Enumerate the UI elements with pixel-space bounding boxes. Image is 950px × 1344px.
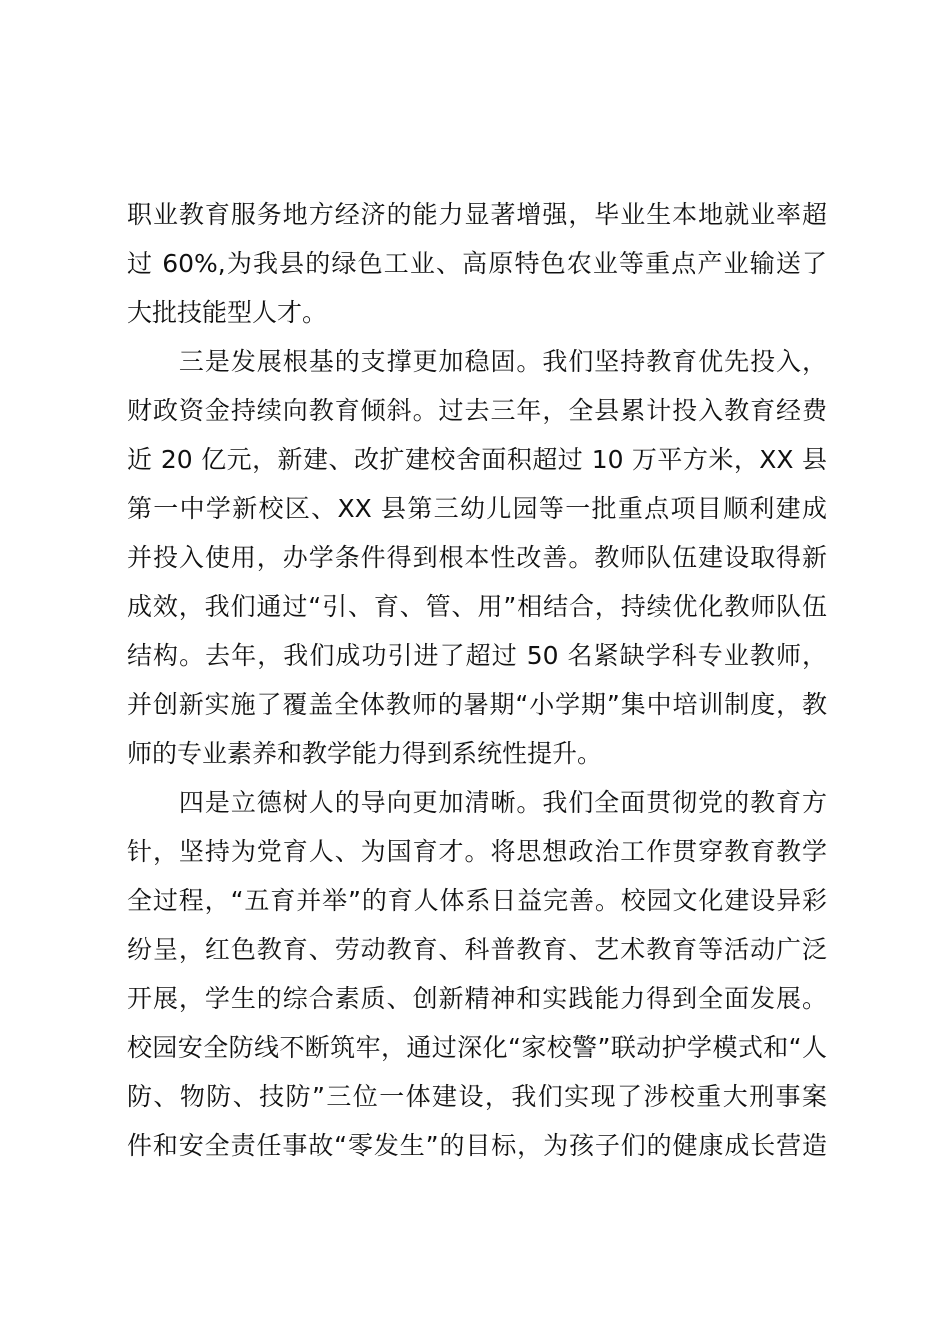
text-line: 全过程，“五育并举”的育人体系日益完善。校园文化建设异彩 [127,886,827,915]
text-line: 校园安全防线不断筑牢，通过深化“家校警”联动护学模式和“人 [127,1033,827,1062]
text-line: 纷呈，红色教育、劳动教育、科普教育、艺术教育等活动广泛 [127,935,827,964]
text-line: 成效，我们通过“引、育、管、用”相结合，持续优化教师队伍 [127,592,827,621]
text-line: 第一中学新校区、XX 县第三幼儿园等一批重点项目顺利建成 [127,494,827,523]
text-line: 针，坚持为党育人、为国育才。将思想政治工作贯穿教育教学 [127,837,827,866]
paragraph-2 [127,337,827,778]
paragraph-3 [127,778,827,1170]
text-line: 职业教育服务地方经济的能力显著增强，毕业生本地就业率超 [127,200,827,229]
text-line: 师的专业素养和教学能力得到系统性提升。 [127,739,603,768]
text-line: 财政资金持续向教育倾斜。过去三年，全县累计投入教育经费 [127,396,827,425]
text-line: 大批技能型人才。 [127,298,328,327]
body-text [127,190,827,1170]
text-line: 防、物防、技防”三位一体建设，我们实现了涉校重大刑事案 [127,1082,827,1111]
text-line: 三是发展根基的支撑更加稳固。我们坚持教育优先投入， [127,347,827,376]
text-line: 并创新实施了覆盖全体教师的暑期“小学期”集中培训制度，教 [127,690,827,719]
text-line: 四是立德树人的导向更加清晰。我们全面贯彻党的教育方 [127,788,827,817]
text-line: 并投入使用，办学条件得到根本性改善。教师队伍建设取得新 [127,543,827,572]
text-line: 开展，学生的综合素质、创新精神和实践能力得到全面发展。 [127,984,827,1013]
text-line: 近 20 亿元，新建、改扩建校舍面积超过 10 万平方米，XX 县 [127,445,827,474]
text-line: 件和安全责任事故“零发生”的目标，为孩子们的健康成长营造 [127,1131,827,1160]
text-line: 结构。去年，我们成功引进了超过 50 名紧缺学科专业教师， [127,641,827,670]
text-line: 过 60%,为我县的绿色工业、高原特色农业等重点产业输送了 [127,249,827,278]
paragraph-1 [127,190,827,337]
